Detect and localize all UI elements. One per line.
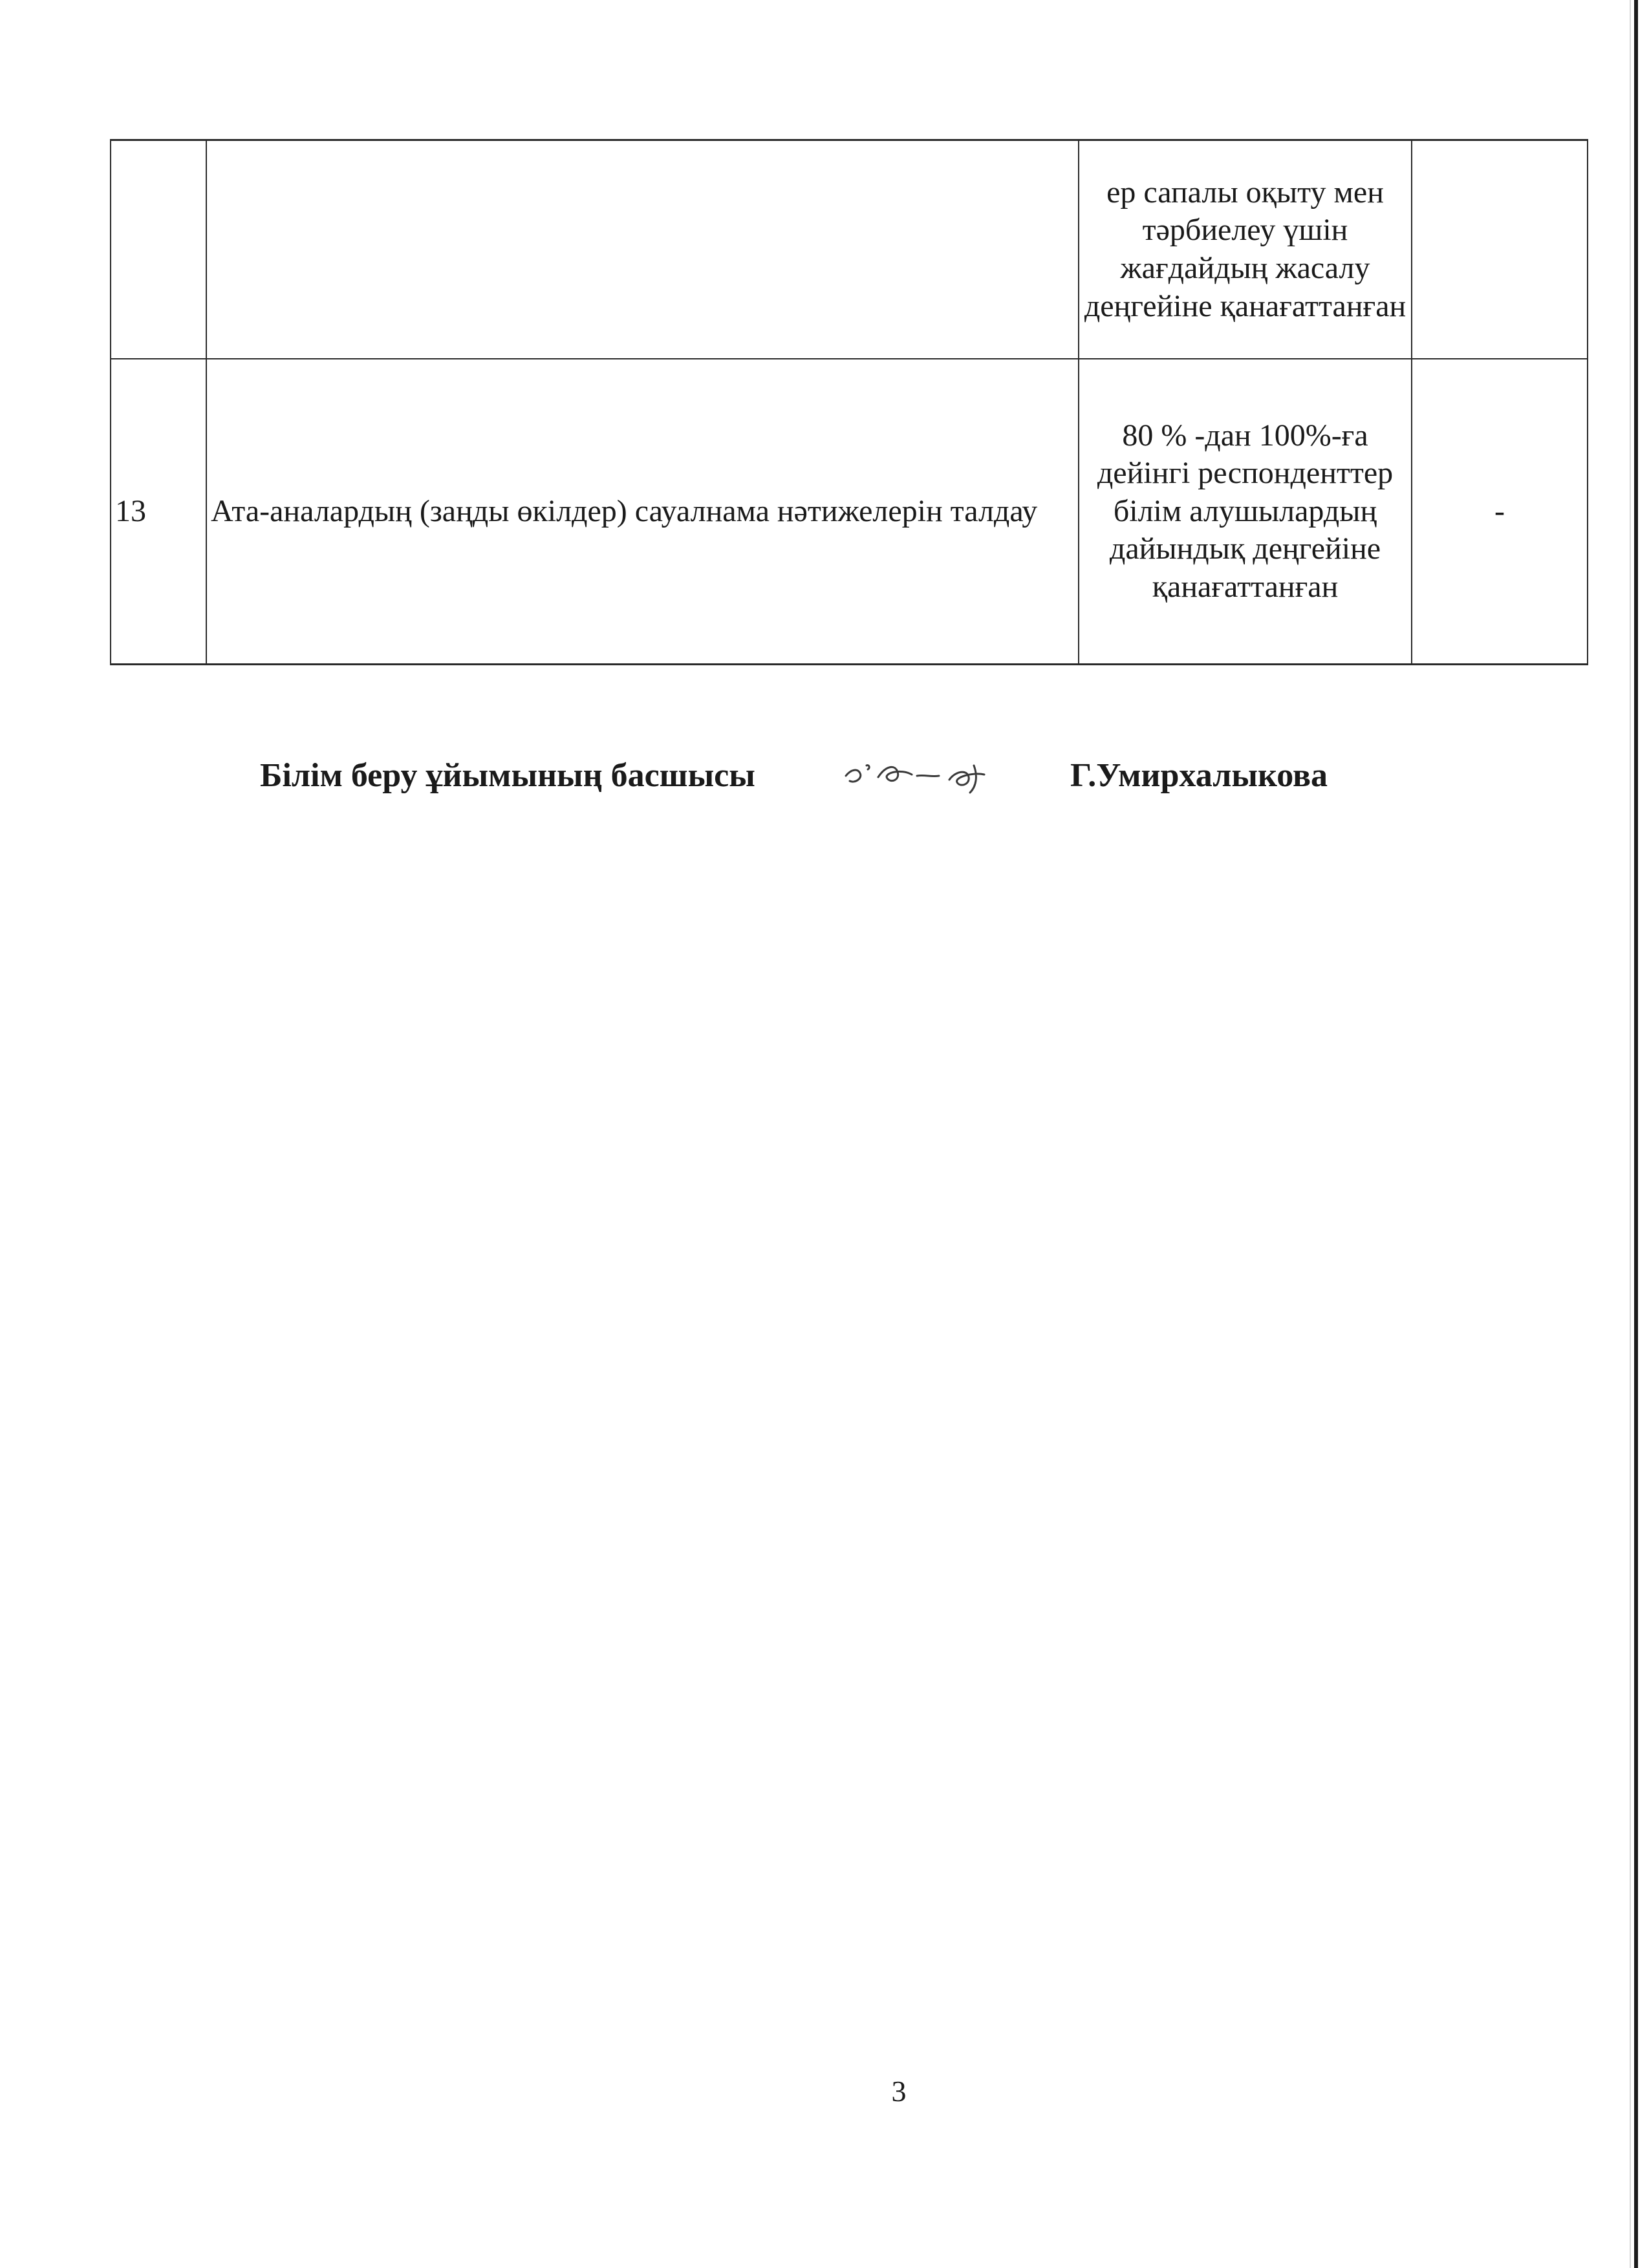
signatory-name: Г.Умирхалыкова — [1070, 757, 1328, 794]
result-cell: - — [1412, 359, 1588, 665]
signature-block — [0, 756, 1649, 808]
row-number-cell — [111, 140, 206, 359]
table-row — [111, 140, 1588, 359]
indicator-cell — [206, 140, 1079, 359]
page-number: 3 — [891, 2075, 907, 2108]
criteria-table — [110, 139, 1588, 665]
scan-edge — [1634, 0, 1638, 2268]
scan-shadow — [1630, 0, 1631, 2268]
indicator-cell: Ата-аналардың (заңды өкілдер) сауалнама нәтижелерін талдау — [206, 359, 1079, 665]
handwritten-signature — [841, 746, 1009, 798]
criterion-cell: ер сапалы оқыту мен тәрбиелеу үшін жағдайдың жасалу деңгейіне қанағаттанған — [1079, 140, 1412, 359]
signatory-role: Білім беру ұйымының басшысы — [260, 757, 755, 794]
row-number-cell: 13 — [111, 359, 206, 665]
table-row — [111, 359, 1588, 665]
criterion-cell: 80 % -дан 100%-ға дейінгі респонденттер білім алушылардың дайындық деңгейіне қанағаттанған — [1079, 359, 1412, 665]
result-cell — [1412, 140, 1588, 359]
